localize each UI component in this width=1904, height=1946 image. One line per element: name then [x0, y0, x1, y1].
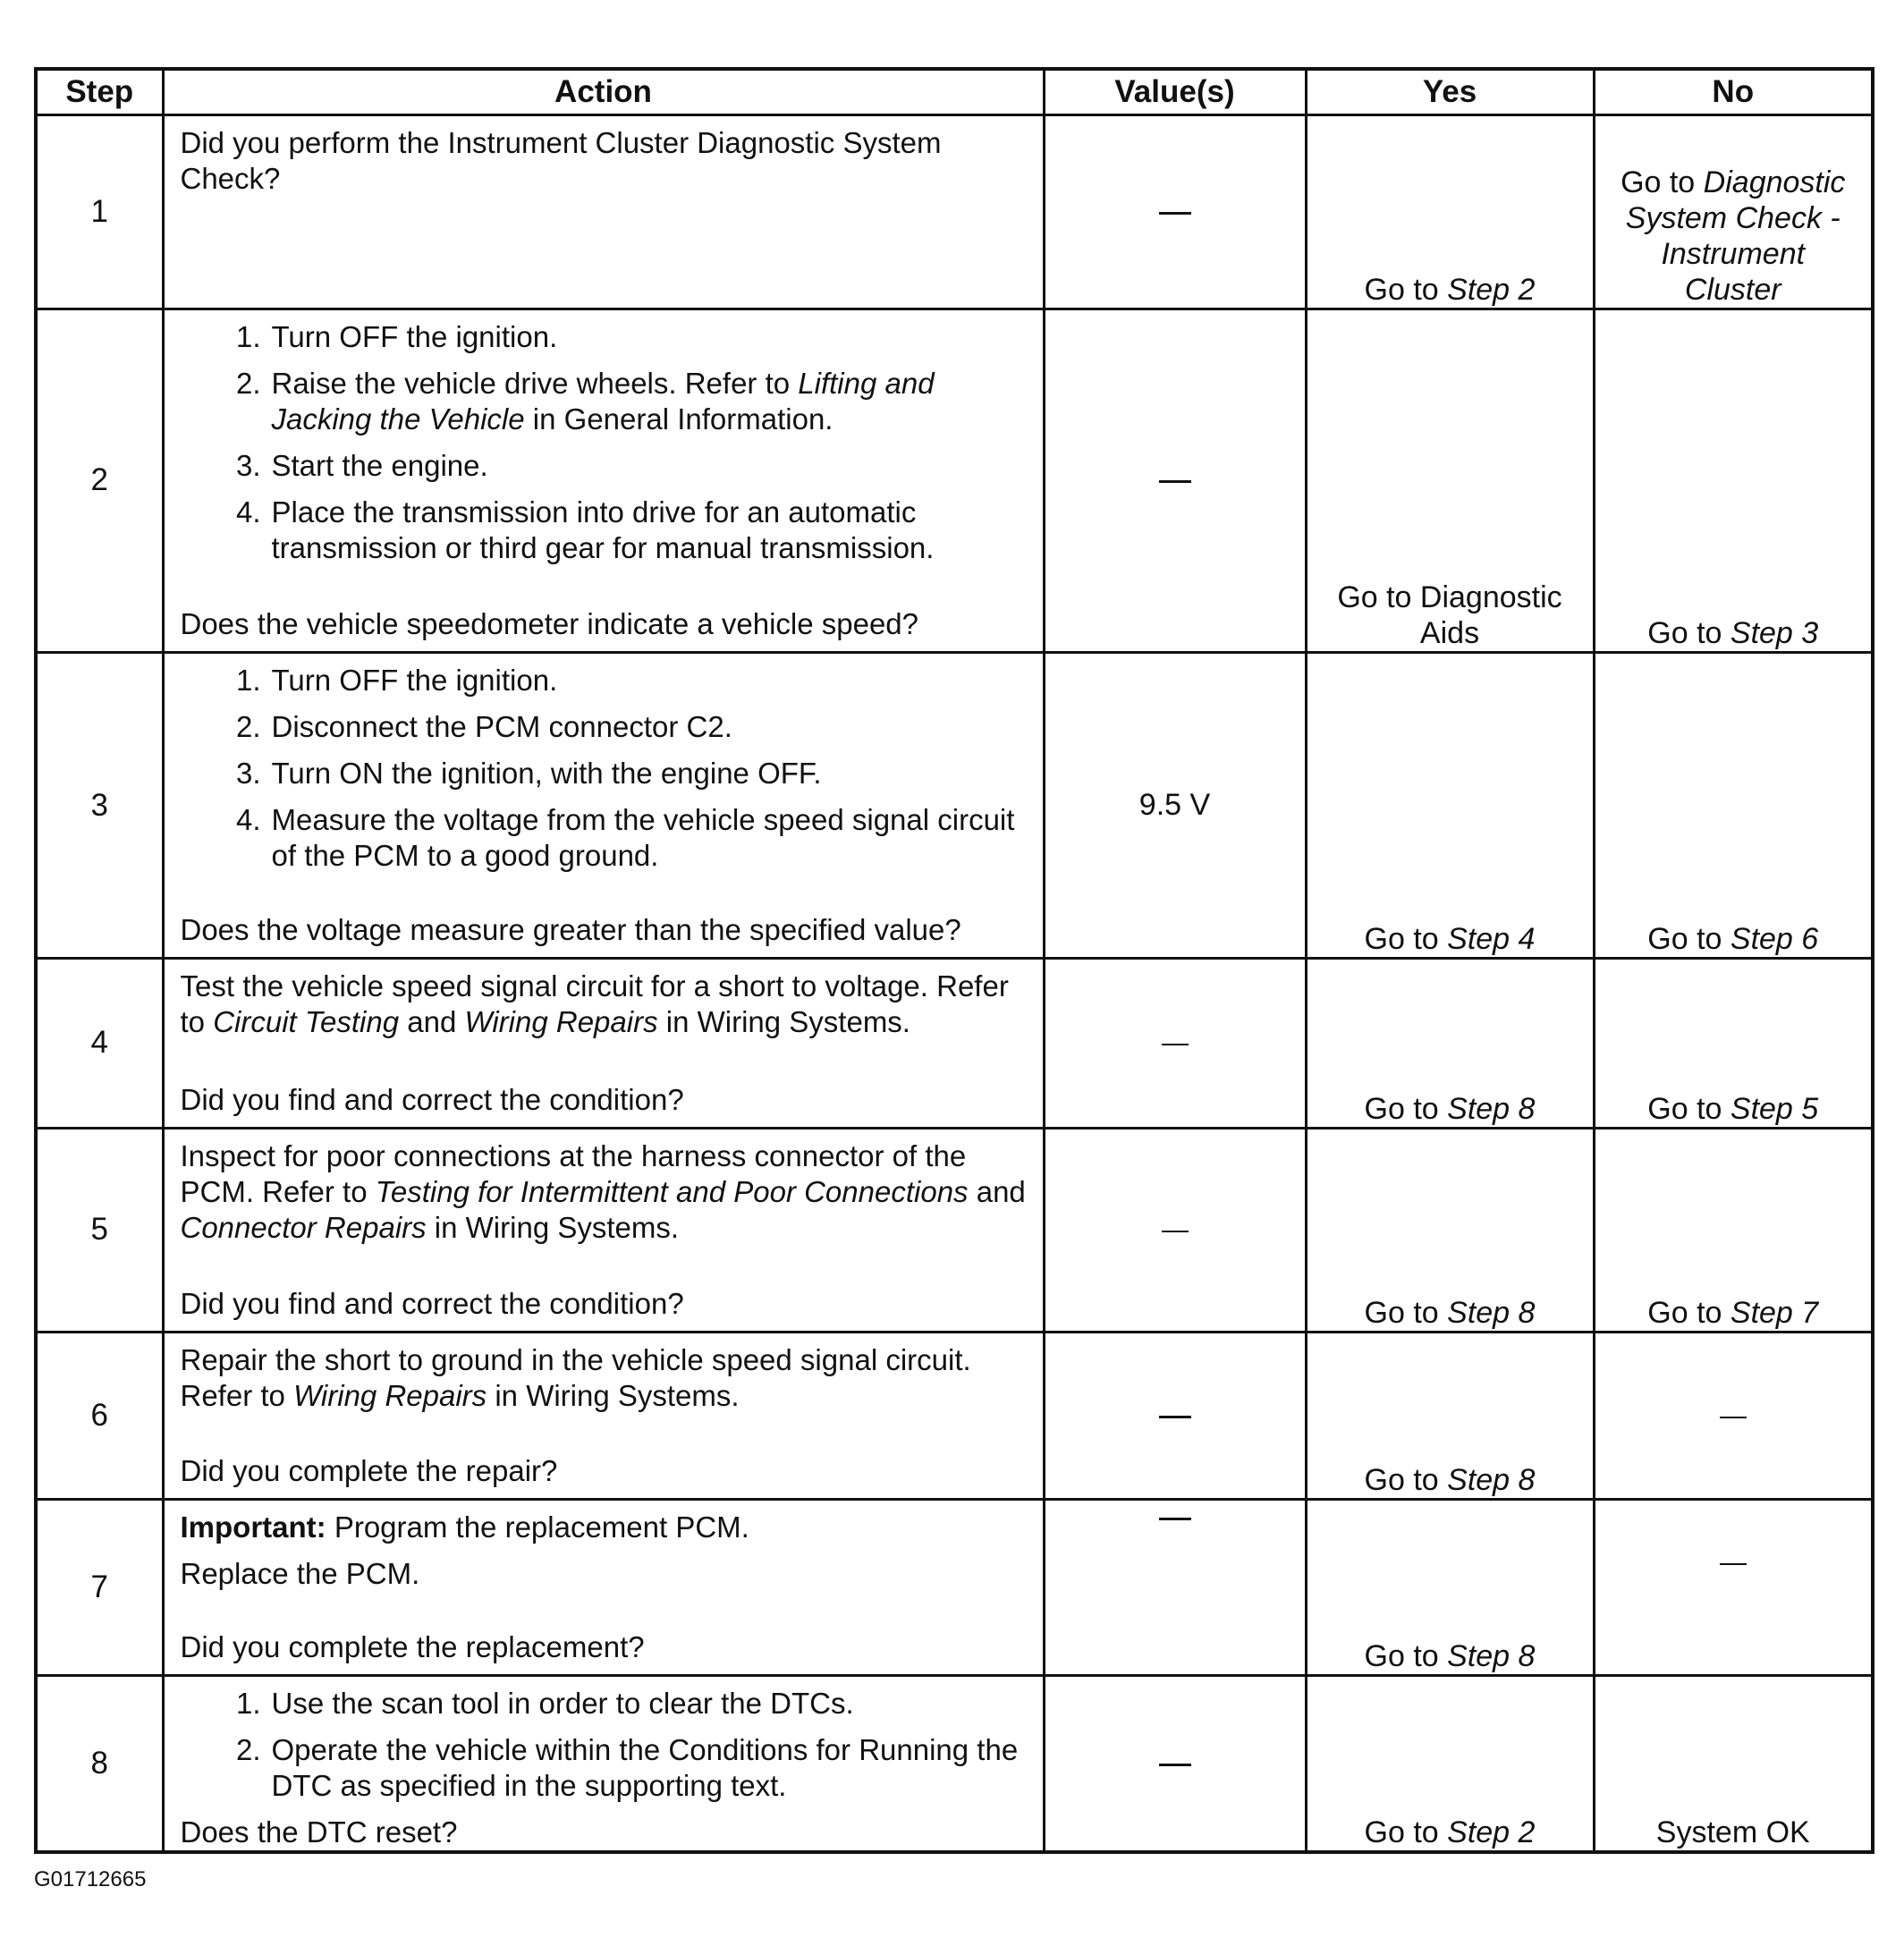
value-cell: [1044, 959, 1306, 1128]
step-number: 4: [36, 959, 163, 1128]
action-list: [181, 1686, 1028, 1815]
value-cell: [1044, 1676, 1306, 1853]
question-text: Did you find and correct the condition?: [180, 1287, 684, 1321]
header-values: Value(s): [1044, 69, 1306, 115]
reference-link[interactable]: Wiring Repairs: [464, 1005, 658, 1039]
no-reference-link[interactable]: Diagnostic System Check - Instrument Cluster: [1625, 165, 1846, 307]
header-step: Step: [36, 69, 163, 115]
step-number: 7: [36, 1499, 163, 1675]
no-cell: [1594, 959, 1873, 1128]
yes-reference[interactable]: Go to Diagnostic Aids: [1337, 580, 1562, 651]
reference-link[interactable]: Wiring Repairs: [293, 1379, 487, 1413]
dash: [1159, 1518, 1191, 1520]
action-text: Replace the PCM.: [180, 1556, 420, 1590]
yes-step-link[interactable]: Step 8: [1447, 1639, 1536, 1673]
step-number: 6: [36, 1333, 163, 1499]
no-prefix: Go to: [1621, 165, 1704, 199]
action-list: [181, 319, 1028, 577]
yes-cell: [1306, 653, 1594, 959]
action-cell: [163, 653, 1044, 959]
no-prefix: Go to: [1647, 922, 1731, 957]
yes-prefix: Go to: [1364, 1815, 1448, 1849]
table-row: [36, 1676, 1873, 1853]
list-item: 3. Start the engine.: [235, 448, 488, 482]
no-cell: System OK: [1594, 1676, 1873, 1853]
list-item: 4. Place the transmission into drive for an automatic transmission or third gear for manual transmission.: [235, 495, 935, 564]
action-list: [181, 663, 1028, 884]
no-prefix: Go to: [1647, 616, 1731, 651]
header-no: No: [1594, 69, 1873, 115]
action-cell: [163, 1333, 1044, 1499]
yes-step-link[interactable]: Step 8: [1447, 1091, 1536, 1126]
step-number: 5: [36, 1128, 163, 1333]
yes-prefix: Go to: [1364, 1462, 1448, 1497]
action-cell: [163, 309, 1044, 653]
question-text: Did you complete the repair?: [180, 1453, 558, 1487]
reference-link[interactable]: Testing for Intermittent and Poor Connections: [375, 1174, 969, 1208]
dash: [1159, 480, 1191, 483]
table-row: [36, 1128, 1873, 1333]
action-cell: [163, 1128, 1044, 1333]
yes-cell: [1306, 1128, 1594, 1333]
list-item: 2. Raise the vehicle drive wheels. Refer to Lifting and Jacking the Vehicle in General Information.: [235, 366, 935, 436]
dash: [1720, 1417, 1747, 1418]
question-text: Did you complete the replacement?: [180, 1630, 645, 1663]
value-cell: [1044, 309, 1306, 653]
dash: [1162, 1044, 1189, 1045]
yes-cell: [1306, 1676, 1594, 1853]
table-row: [36, 1333, 1873, 1499]
no-prefix: Go to: [1647, 1091, 1731, 1126]
reference-link[interactable]: Circuit Testing: [213, 1005, 400, 1039]
list-item: 1. Turn OFF the ignition.: [235, 664, 558, 698]
yes-cell: [1306, 959, 1594, 1128]
no-cell: [1594, 1499, 1873, 1675]
action-text: Test the vehicle speed signal circuit for a short to voltage. Refer to Circuit Testing and Wiring Repairs in Wiring Systems.: [180, 969, 1009, 1039]
yes-prefix: Go to: [1364, 922, 1448, 957]
figure-id: G01712665: [34, 1867, 147, 1891]
no-cell: [1594, 1333, 1873, 1499]
header-row: [36, 69, 1873, 115]
value-cell: [1044, 115, 1306, 309]
step-number: 1: [36, 115, 163, 309]
no-step-link[interactable]: Step 6: [1730, 922, 1819, 957]
yes-prefix: Go to: [1364, 272, 1448, 307]
no-cell: [1594, 1128, 1873, 1333]
dash: [1720, 1563, 1747, 1565]
yes-cell: [1306, 1333, 1594, 1499]
dash: [1162, 1231, 1189, 1232]
yes-prefix: Go to: [1364, 1091, 1448, 1126]
step-number: 2: [36, 309, 163, 653]
yes-step-link[interactable]: Step 8: [1447, 1296, 1536, 1331]
header-yes: Yes: [1306, 69, 1594, 115]
list-item: 1. Turn OFF the ignition.: [235, 319, 558, 353]
no-cell: [1594, 115, 1873, 309]
table-row: [36, 115, 1873, 309]
yes-step-link[interactable]: Step 2: [1447, 1815, 1536, 1849]
no-cell: [1594, 309, 1873, 653]
yes-step-link[interactable]: Step 4: [1447, 922, 1536, 957]
value-cell: [1044, 1499, 1306, 1675]
list-item: 1. Use the scan tool in order to clear the DTCs.: [235, 1687, 854, 1720]
diagnostic-table: [34, 67, 1874, 1854]
table-row: [36, 309, 1873, 653]
action-cell: [163, 959, 1044, 1128]
no-prefix: Go to: [1647, 1296, 1731, 1331]
action-cell: [163, 115, 1044, 309]
question-text: Did you find and correct the condition?: [180, 1082, 684, 1116]
table-row: [36, 959, 1873, 1128]
yes-step-link[interactable]: Step 2: [1447, 272, 1536, 307]
no-step-link[interactable]: Step 5: [1730, 1091, 1819, 1126]
list-item: 2. Operate the vehicle within the Conditions for Running the DTC as specified in the supporting text.: [235, 1733, 1019, 1802]
dash: [1159, 1416, 1191, 1418]
action-cell: [163, 1676, 1044, 1853]
list-item: 2. Disconnect the PCM connector C2.: [235, 710, 732, 744]
dash: [1159, 1764, 1191, 1766]
value-cell: [1044, 1333, 1306, 1499]
table-row: [36, 653, 1873, 959]
dash: [1159, 212, 1191, 215]
yes-cell: [1306, 309, 1594, 653]
table-row: [36, 1499, 1873, 1675]
yes-prefix: Go to: [1364, 1639, 1448, 1673]
no-step-link[interactable]: Step 3: [1730, 616, 1819, 651]
yes-cell: [1306, 1499, 1594, 1675]
question-text: Does the voltage measure greater than the specified value?: [180, 913, 961, 947]
value-cell: 9.5 V: [1044, 653, 1306, 959]
action-text: Repair the short to ground in the vehicle speed signal circuit. Refer to Wiring Repairs in Wiring Systems.: [180, 1343, 971, 1413]
no-cell: [1594, 653, 1873, 959]
question-text: Does the vehicle speedometer indicate a vehicle speed?: [180, 607, 919, 641]
yes-step-link[interactable]: Step 8: [1447, 1462, 1536, 1497]
reference-link[interactable]: Lifting and Jacking the Vehicle: [271, 366, 935, 436]
action-text: Inspect for poor connections at the harness connector of the PCM. Refer to Testing for Intermittent and Poor Connections and Connector Repairs in Wiring Systems.: [180, 1138, 1026, 1244]
value-cell: [1044, 1128, 1306, 1333]
no-step-link[interactable]: Step 7: [1730, 1296, 1819, 1331]
important-note: Important: Program the replacement PCM.: [180, 1510, 749, 1544]
yes-cell: [1306, 115, 1594, 309]
list-item: 3. Turn ON the ignition, with the engine OFF.: [235, 757, 822, 791]
action-cell: [163, 1499, 1044, 1675]
step-number: 8: [36, 1676, 163, 1853]
question-text: Does the DTC reset?: [180, 1815, 458, 1849]
action-text: Did you perform the Instrument Cluster Diagnostic System Check?: [180, 126, 942, 195]
yes-prefix: Go to: [1364, 1296, 1448, 1331]
step-number: 3: [36, 653, 163, 959]
list-item: 4. Measure the voltage from the vehicle speed signal circuit of the PCM to a good ground.: [235, 803, 1015, 873]
reference-link[interactable]: Connector Repairs: [180, 1210, 427, 1244]
header-action: Action: [163, 69, 1044, 115]
